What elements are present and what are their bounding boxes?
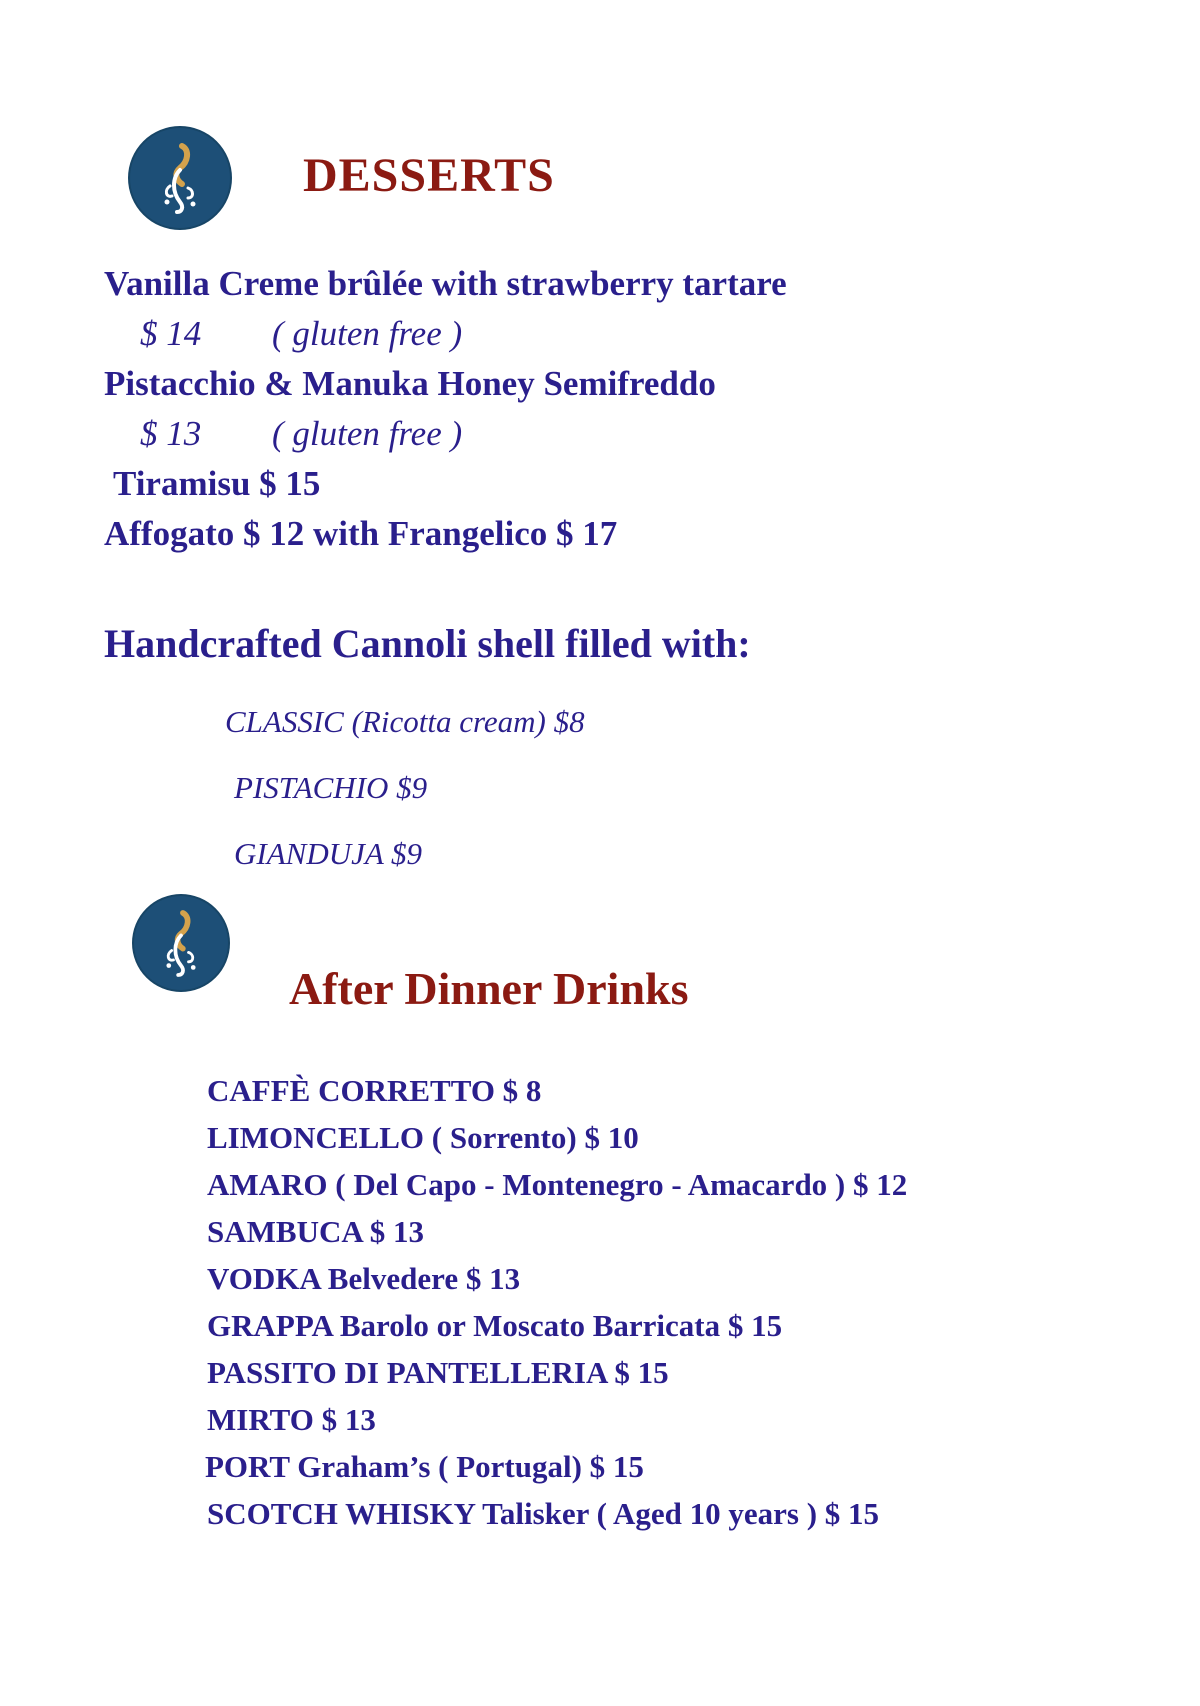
desserts-heading: DESSERTS	[303, 149, 555, 202]
drink-item: PORT Graham’s ( Portugal) $ 15	[205, 1449, 644, 1484]
restaurant-monogram-logo-icon	[134, 896, 228, 990]
dessert-item-line: Affogato $ 12 with Frangelico $ 17	[104, 514, 618, 553]
dessert-item-note: ( gluten free )	[272, 414, 463, 453]
drink-item: AMARO ( Del Capo - Montenegro - Amacardo ) $ 12	[207, 1167, 908, 1202]
cannoli-title: Handcrafted Cannoli shell filled with:	[104, 621, 751, 666]
drink-item: GRAPPA Barolo or Moscato Barricata $ 15	[207, 1308, 783, 1343]
dessert-item-note: ( gluten free )	[272, 314, 463, 353]
restaurant-monogram-logo-icon	[130, 128, 230, 228]
cannoli-item: CLASSIC (Ricotta cream) $8	[225, 704, 585, 739]
dessert-item-price: $ 13	[140, 414, 202, 453]
drink-item: PASSITO DI PANTELLERIA $ 15	[207, 1355, 669, 1390]
dessert-item-name: Vanilla Creme brûlée with strawberry tartare	[104, 264, 787, 303]
dessert-item-name: Pistacchio & Manuka Honey Semifreddo	[104, 364, 716, 403]
dessert-item-price: $ 14	[140, 314, 202, 353]
drink-item: SCOTCH WHISKY Talisker ( Aged 10 years ) $ 15	[207, 1496, 880, 1531]
drink-item: MIRTO $ 13	[207, 1402, 376, 1437]
drink-item: VODKA Belvedere $ 13	[207, 1261, 521, 1296]
dessert-item-line: Tiramisu $ 15	[113, 464, 321, 503]
cannoli-item: GIANDUJA $9	[234, 836, 422, 871]
drink-item: LIMONCELLO ( Sorrento) $ 10	[207, 1120, 639, 1155]
drink-item: CAFFÈ CORRETTO $ 8	[207, 1073, 542, 1108]
after-dinner-drinks-heading: After Dinner Drinks	[289, 963, 689, 1014]
cannoli-item: PISTACHIO $9	[234, 770, 428, 805]
drink-item: SAMBUCA $ 13	[207, 1214, 425, 1249]
